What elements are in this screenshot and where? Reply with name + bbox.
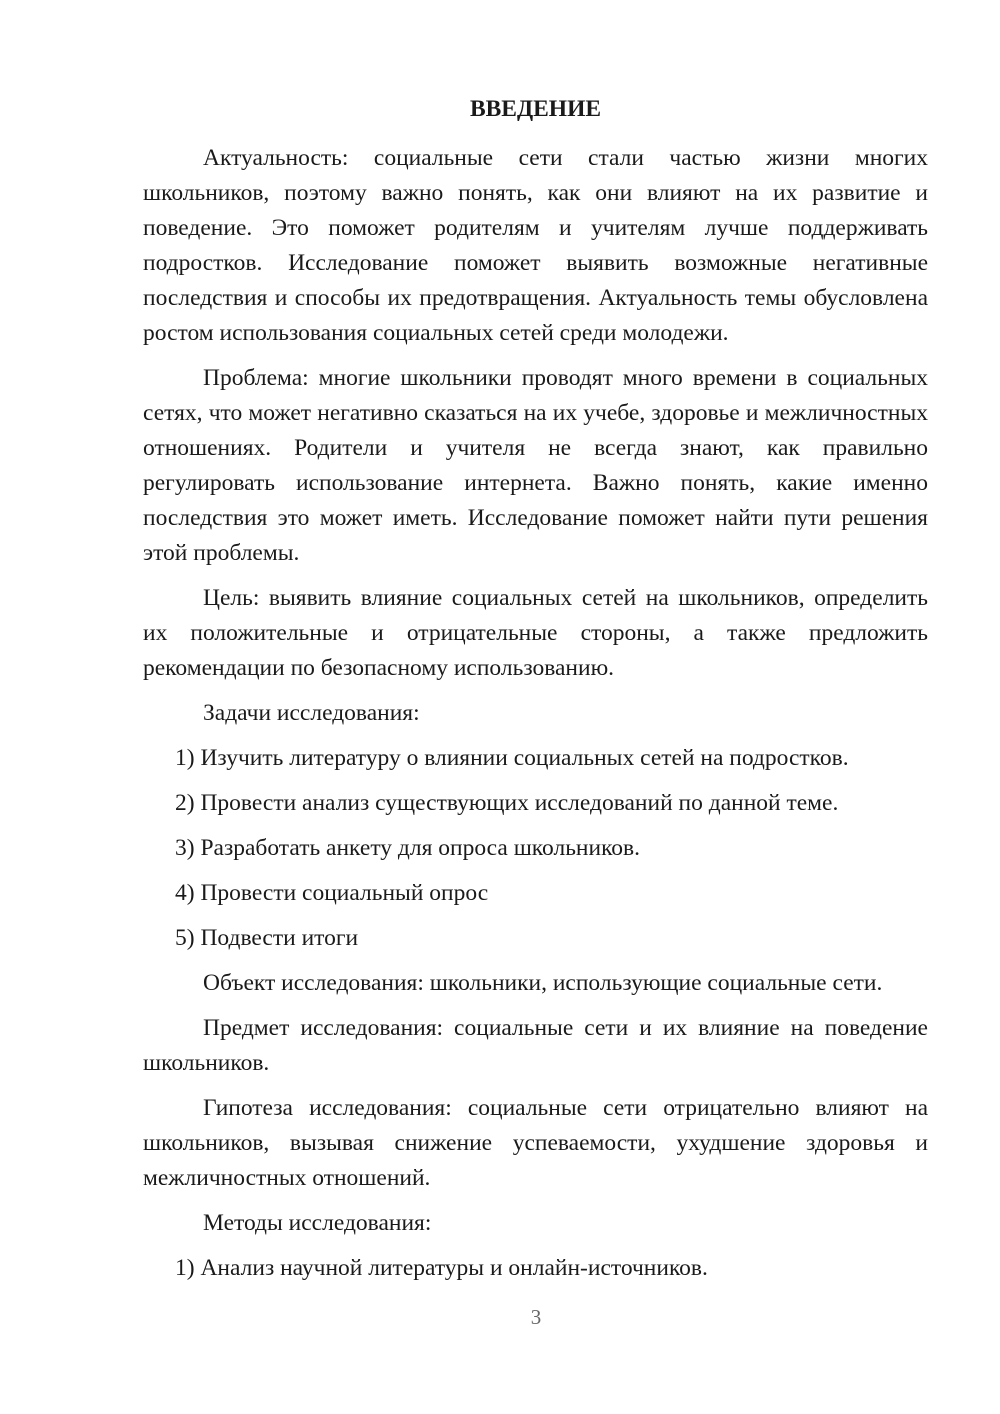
method-item: 1) Анализ научной литературы и онлайн-источников. [175,1255,708,1281]
object-paragraph: Объект исследования: школьники, использующие социальные сети. [203,970,883,996]
task-item: 3) Разработать анкету для опроса школьников. [175,835,641,861]
document-page [143,92,928,1296]
relevance-paragraph: Актуальность: социальные сети стали частью жизни многих школьников, поэтому важно понять, как они влияют на их развитие и поведение. Это поможет родителям и учителям лучше поддерживать подростков. Исследование поможет выявить возможные негативные последствия и способы их предотвращения. Актуальность темы обусловлена ростом использования социальных сетей среди молодежи. [143,145,928,346]
tasks-heading: Задачи исследования: [203,700,420,726]
section-title: ВВЕДЕНИЕ [469,96,602,122]
task-item: 5) Подвести итоги [175,925,359,951]
task-item: 4) Провести социальный опрос [175,880,489,906]
methods-heading: Методы исследования: [203,1210,432,1236]
page-number: 3 [530,1305,542,1329]
subject-paragraph: Предмет исследования: социальные сети и их влияние на поведение школьников. [143,1015,928,1076]
problem-paragraph: Проблема: многие школьники проводят много времени в социальных сетях, что может негативно сказаться на их учебе, здоровье и межличностных отношениях. Родители и учителя не всегда знают, как правильно регулировать использование интернета. Важно понять, какие именно последствия это может иметь. Исследование поможет найти пути решения этой проблемы. [143,365,928,566]
hypothesis-paragraph: Гипотеза исследования: социальные сети отрицательно влияют на школьников, вызывая снижение успеваемости, ухудшение здоровья и межличностных отношений. [143,1095,928,1191]
task-item: 2) Провести анализ существующих исследований по данной теме. [175,790,839,816]
task-item: 1) Изучить литературу о влиянии социальных сетей на подростков. [175,745,849,771]
goal-paragraph: Цель: выявить влияние социальных сетей на школьников, определить их положительные и отрицательные стороны, а также предложить рекомендации по безопасному использованию. [143,585,928,681]
